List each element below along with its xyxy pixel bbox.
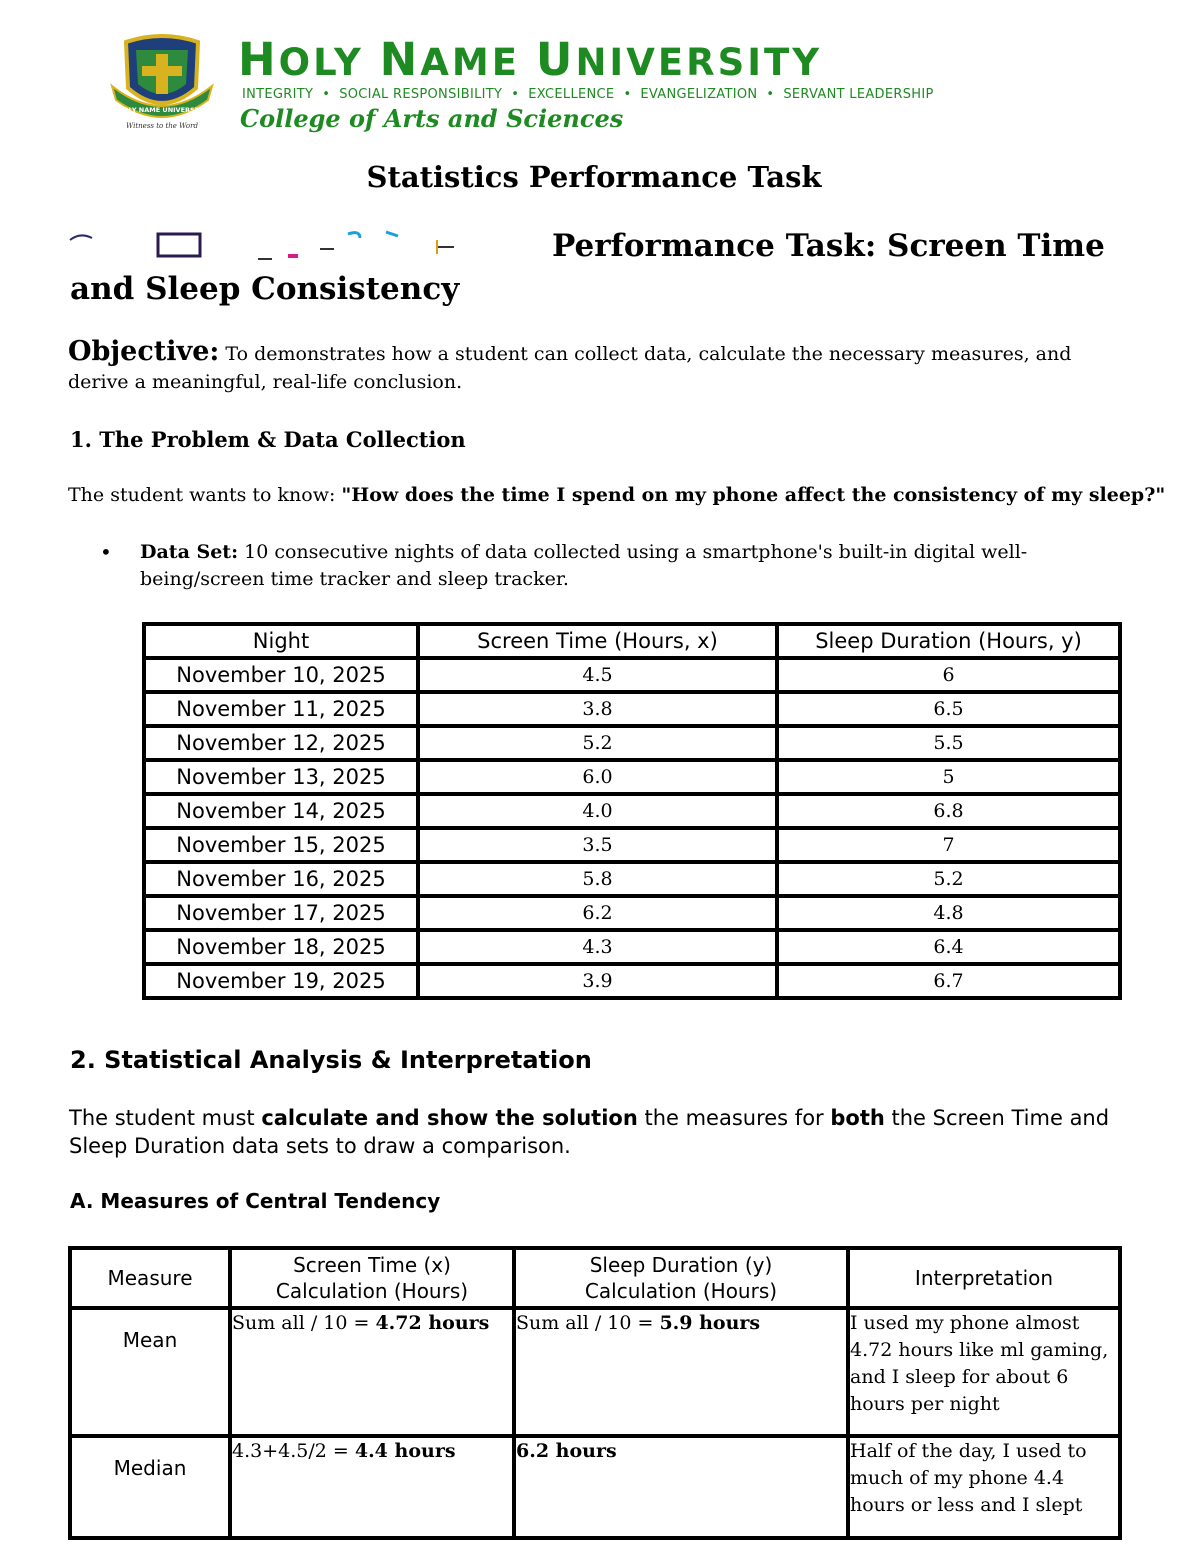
header-screen-calc	[230, 1248, 514, 1308]
logo-band-text: HOLY NAME UNIVERSITY	[117, 106, 207, 114]
objective-paragraph	[68, 338, 1128, 396]
cell-sleep-duration: 6.4	[777, 930, 1120, 964]
cell-night: November 16, 2025	[144, 862, 418, 896]
table-row	[144, 896, 1120, 930]
median-interpretation-text: Half of the day, I used to much of my phone 4.4 hours or less and I slept	[850, 1440, 1087, 1516]
cell-screen-time: 4.0	[418, 794, 777, 828]
logo-motto: Witness to the Word	[126, 122, 198, 130]
cell-night: November 18, 2025	[144, 930, 418, 964]
header-sleep-duration: Sleep Duration (Hours, y)	[777, 624, 1120, 658]
dataset-label: Data Set:	[140, 541, 239, 563]
measures-table	[68, 1246, 1122, 1540]
task-heading-line1: Performance Task: Screen Time	[552, 228, 1105, 264]
uni-name-H: H	[238, 33, 279, 86]
intro-part1: The student must	[69, 1106, 262, 1130]
cell-sleep-duration: 4.8	[777, 896, 1120, 930]
uni-name-oly: OLY	[278, 41, 380, 84]
cell-night: November 19, 2025	[144, 964, 418, 998]
document-title: Statistics Performance Task	[366, 160, 822, 194]
cell-sleep-duration: 6	[777, 658, 1120, 692]
university-tagline	[242, 87, 934, 102]
data-table	[142, 622, 1122, 1000]
objective-text: To demonstrates how a student can collect data, calculate the necessary measures, and derive a meaningful, real-life conclusion.	[68, 343, 1072, 393]
rendering-artifact-glyphs	[68, 226, 468, 266]
table-row	[144, 726, 1120, 760]
header-sleep-line1: Sleep Duration (y)	[589, 1253, 773, 1277]
tagline-integrity: INTEGRITY	[242, 87, 314, 102]
header-sleep-calc	[514, 1248, 848, 1308]
data-table-header-row	[144, 624, 1120, 658]
header-sleep-line2: Calculation (Hours)	[584, 1279, 778, 1303]
header-night: Night	[144, 624, 418, 658]
dataset-text: 10 consecutive nights of data collected using a smartphone's built-in digital well-being/screen time tracker and sleep tracker.	[140, 541, 1028, 590]
cell-sleep-duration: 7	[777, 828, 1120, 862]
table-row	[144, 658, 1120, 692]
cell-screen-time: 4.5	[418, 658, 777, 692]
median-screen-calc	[230, 1436, 514, 1538]
intro-part3: the Screen Time and Sleep Duration data sets to draw a comparison.	[69, 1106, 1110, 1158]
mean-sleep-prefix: Sum all / 10 =	[516, 1312, 660, 1334]
question-text: "How does the time I spend on my phone affect the consistency of my sleep?"	[341, 484, 1166, 506]
task-heading-line2: and Sleep Consistency	[70, 271, 460, 307]
cell-screen-time: 5.8	[418, 862, 777, 896]
university-name	[238, 34, 822, 89]
college-name: College of Arts and Sciences	[240, 104, 624, 133]
university-logo-icon	[106, 28, 218, 132]
median-sleep-calc	[514, 1436, 848, 1538]
section1-heading: 1. The Problem & Data Collection	[70, 427, 466, 452]
cell-night: November 17, 2025	[144, 896, 418, 930]
cell-night: November 14, 2025	[144, 794, 418, 828]
dataset-bullet	[140, 539, 1040, 593]
cell-night: November 13, 2025	[144, 760, 418, 794]
median-screen-result: 4.4 hours	[354, 1440, 456, 1462]
table-row	[144, 692, 1120, 726]
objective-label: Objective:	[68, 336, 220, 367]
measure-name-median: Median	[70, 1436, 230, 1538]
tagline-separator: •	[623, 87, 632, 102]
mean-screen-prefix: Sum all / 10 =	[232, 1312, 376, 1334]
intro-part2: the measures for	[637, 1106, 831, 1130]
uni-name-niversity: NIVERSITY	[575, 41, 823, 84]
cell-screen-time: 5.2	[418, 726, 777, 760]
cell-screen-time: 3.9	[418, 964, 777, 998]
uni-name-N: N	[379, 33, 421, 86]
intro-bold1: calculate and show the solution	[261, 1106, 638, 1130]
measures-row-median	[70, 1436, 1120, 1538]
header-measure: Measure	[70, 1248, 230, 1308]
cell-night: November 11, 2025	[144, 692, 418, 726]
research-question	[68, 484, 1165, 506]
uni-name-ame: AME	[420, 41, 536, 84]
tagline-evangelization: EVANGELIZATION	[640, 87, 758, 102]
table-row	[144, 828, 1120, 862]
cell-screen-time: 3.8	[418, 692, 777, 726]
measures-row-mean	[70, 1308, 1120, 1436]
median-interpretation	[848, 1436, 1120, 1538]
cell-sleep-duration: 5.5	[777, 726, 1120, 760]
table-row	[144, 964, 1120, 998]
measures-header-row	[70, 1248, 1120, 1308]
table-row	[144, 862, 1120, 896]
data-table-body	[144, 658, 1120, 998]
cell-sleep-duration: 6.5	[777, 692, 1120, 726]
mean-screen-result: 4.72 hours	[375, 1312, 490, 1334]
mean-interpretation: I used my phone almost 4.72 hours like ml gaming, and I sleep for about 6 hours per night	[848, 1308, 1120, 1436]
tagline-excellence: EXCELLENCE	[528, 87, 615, 102]
bullet-icon: •	[100, 540, 112, 564]
tagline-separator: •	[322, 87, 331, 102]
cell-night: November 10, 2025	[144, 658, 418, 692]
cell-night: November 12, 2025	[144, 726, 418, 760]
cell-screen-time: 4.3	[418, 930, 777, 964]
measure-name-mean: Mean	[70, 1308, 230, 1436]
section2-heading: 2. Statistical Analysis & Interpretation	[70, 1046, 592, 1074]
mean-screen-calc	[230, 1308, 514, 1436]
table-row	[144, 794, 1120, 828]
cell-screen-time: 3.5	[418, 828, 777, 862]
header-interpretation: Interpretation	[848, 1248, 1120, 1308]
mean-sleep-calc	[514, 1308, 848, 1436]
header-screen-time: Screen Time (Hours, x)	[418, 624, 777, 658]
intro-bold2: both	[830, 1106, 885, 1130]
uni-name-U: U	[535, 33, 576, 86]
cell-screen-time: 6.2	[418, 896, 777, 930]
question-prefix: The student wants to know:	[68, 484, 342, 506]
table-row	[144, 760, 1120, 794]
subheading-central-tendency: A. Measures of Central Tendency	[70, 1189, 441, 1213]
cell-sleep-duration: 5	[777, 760, 1120, 794]
tagline-separator: •	[766, 87, 775, 102]
tagline-social-responsibility: SOCIAL RESPONSIBILITY	[339, 87, 503, 102]
header-screen-line1: Screen Time (x)	[293, 1253, 451, 1277]
cell-sleep-duration: 5.2	[777, 862, 1120, 896]
tagline-servant-leadership: SERVANT LEADERSHIP	[783, 87, 934, 102]
table-row	[144, 930, 1120, 964]
header-screen-line2: Calculation (Hours)	[275, 1279, 469, 1303]
median-screen-prefix: 4.3+4.5/2 =	[232, 1440, 355, 1462]
mean-sleep-result: 5.9 hours	[659, 1312, 761, 1334]
cell-night: November 15, 2025	[144, 828, 418, 862]
cell-screen-time: 6.0	[418, 760, 777, 794]
cell-sleep-duration: 6.7	[777, 964, 1120, 998]
section2-intro	[69, 1104, 1169, 1160]
tagline-separator: •	[511, 87, 520, 102]
median-sleep-result: 6.2 hours	[516, 1440, 617, 1462]
cell-sleep-duration: 6.8	[777, 794, 1120, 828]
